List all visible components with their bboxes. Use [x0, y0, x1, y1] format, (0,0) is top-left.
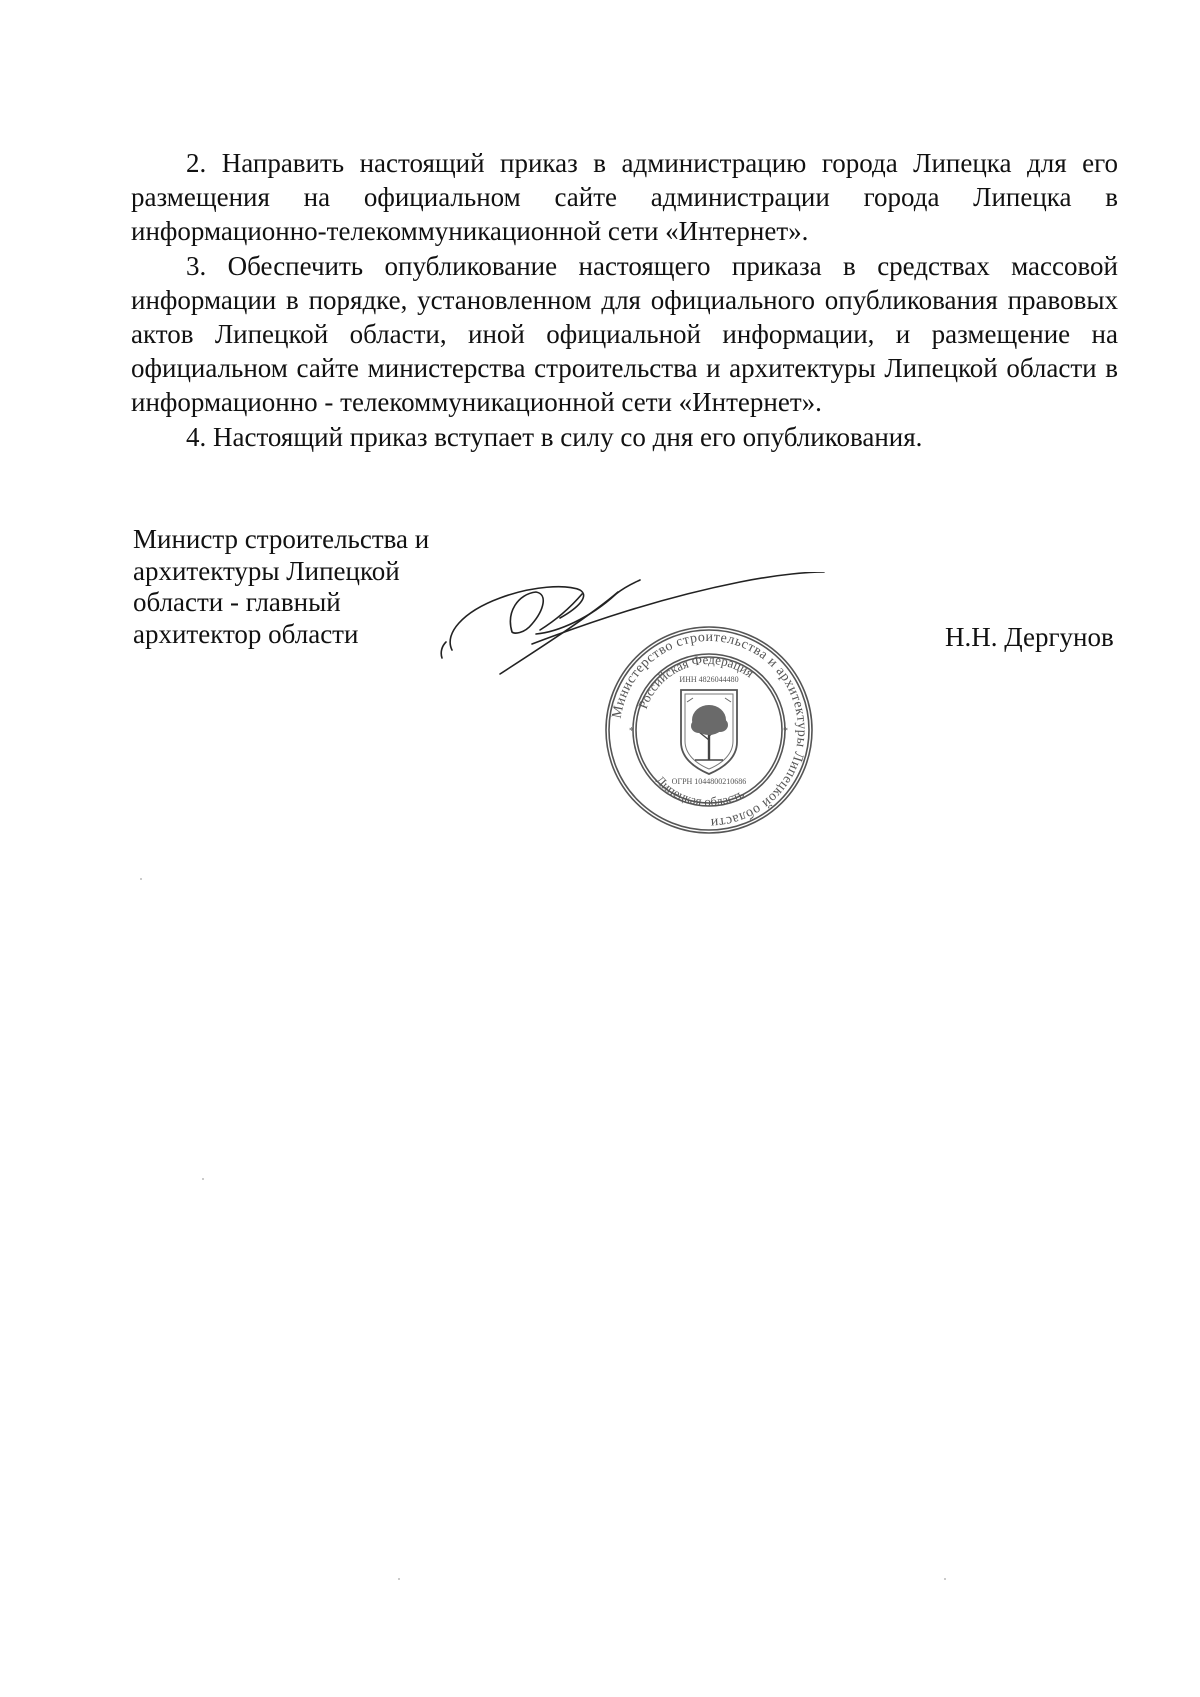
signatory-title-line: архитектуры Липецкой: [133, 555, 400, 586]
signatory-title-line: архитектор области: [133, 618, 359, 649]
signatory-title-line: Министр строительства и: [133, 524, 430, 554]
svg-text:*: *: [783, 726, 788, 737]
seal-ogrn: ОГРН 1044800210686: [671, 777, 747, 786]
scan-speck: [140, 878, 142, 880]
paragraph-3: 3. Обеспечить опубликование настоящего приказа в средствах массовой информации в порядке, установленном для официального опубликования правовых актов Липецкой области, иной официальной информации, и размещение на официальном сайте министерства строительства и архитектуры Липецкой области в информационно - телекоммуникационной сети «Интернет».: [131, 250, 1118, 418]
official-seal: [603, 624, 815, 836]
paragraph-2: 2. Направить настоящий приказ в администрацию города Липецка для его размещения на официальном сайте администрации города Липецка в информационно-телекоммуникационной сети «Интернет».: [131, 148, 1118, 247]
signatory-title: [133, 524, 453, 650]
scan-speck: [398, 1578, 400, 1580]
seal-inner-bottom-text: Липецкая область: [652, 772, 747, 810]
signatory-name: Н.Н. Дергунов: [945, 622, 1114, 652]
svg-text:*: *: [629, 726, 634, 737]
scan-speck: [944, 1578, 946, 1580]
paragraph-4: 4. Настоящий приказ вступает в силу со дня его опубликования.: [186, 421, 923, 452]
seal-outer-text: Министерство строительства и архитектуры Липецкой области: [609, 629, 810, 831]
signatory-title-line: области - главный: [133, 587, 341, 617]
seal-inn: ИНН 4826044480: [679, 675, 739, 684]
document-body: [131, 146, 1118, 454]
scan-speck: [202, 1178, 204, 1180]
seal-inner-top-text: Российская Федерация: [634, 651, 757, 711]
coat-of-arms-icon: [681, 690, 737, 774]
